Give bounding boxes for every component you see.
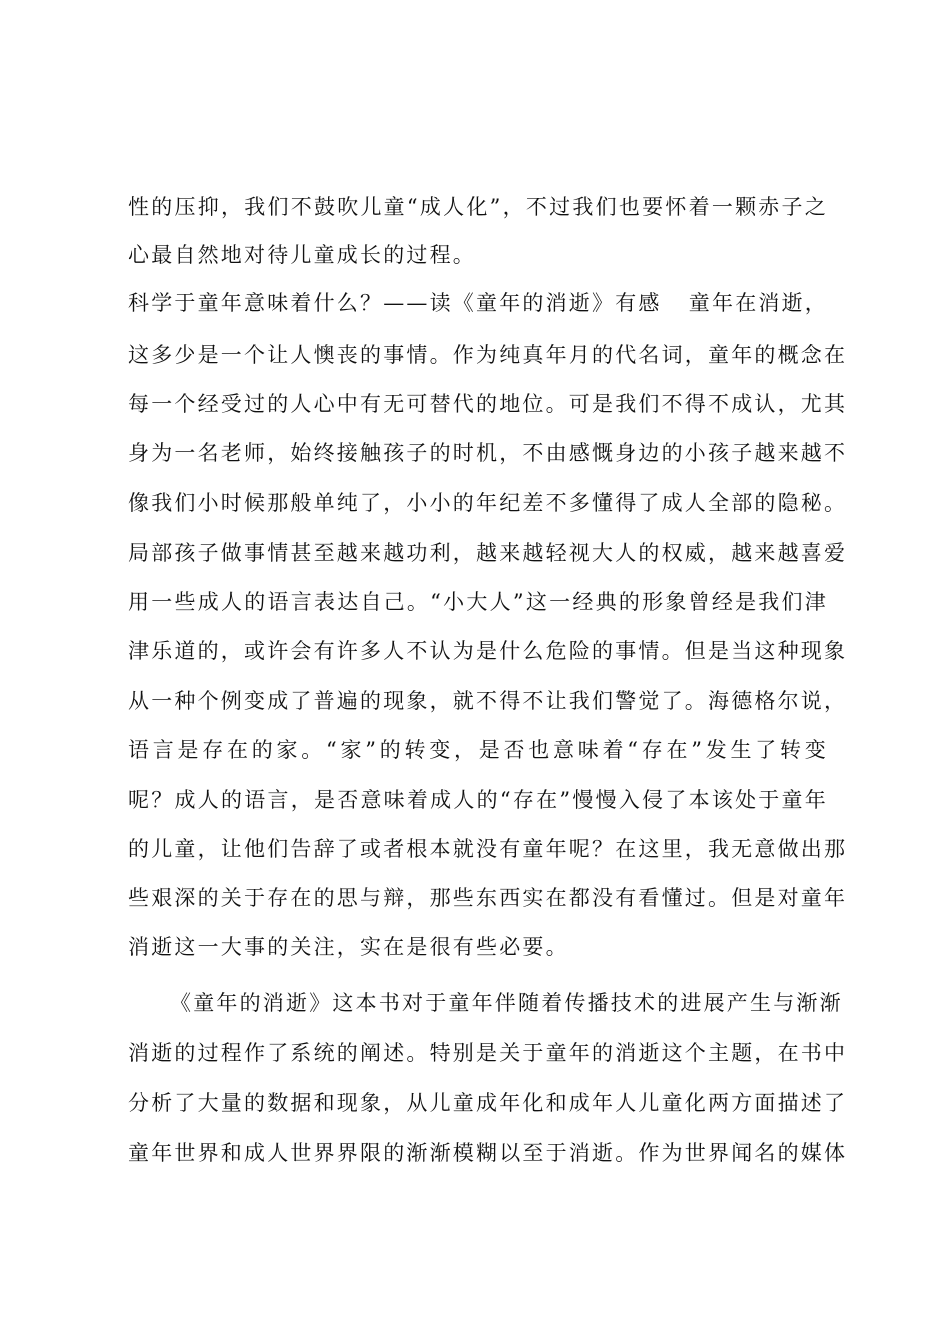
article-title-line: [128, 283, 828, 323]
text-line: 些艰深的关于存在的思与辩，那些东西实在都没有看懂过。但是对童年: [128, 886, 848, 910]
text-line: 心最自然地对待儿童成长的过程。: [128, 243, 476, 267]
text-line: 局部孩子做事情甚至越来越功利，越来越轻视大人的权威，越来越喜爱: [128, 541, 848, 565]
text-line: 身为一名老师，始终接触孩子的时机，不由感慨身边的小孩子越来越不: [128, 441, 848, 465]
text-line: 呢？成人的语言，是否意味着成人的“存在”慢慢入侵了本该处于童年: [128, 788, 828, 812]
text-line: 分析了大量的数据和现象，从儿童成年化和成年人儿童化两方面描述了: [128, 1091, 848, 1115]
paragraph-start: 童年在消逝，: [688, 291, 828, 315]
text-line: 每一个经受过的人心中有无可替代的地位。可是我们不得不成认，尤其: [128, 392, 848, 416]
paragraph-first-line: 《童年的消逝》这本书对于童年伴随着传播技术的进展产生与渐渐: [170, 991, 843, 1015]
article-title: 科学于童年意味着什么？——读《童年的消逝》有感: [128, 291, 662, 315]
text-line: 津乐道的，或许会有许多人不认为是什么危险的事情。但是当这种现象: [128, 639, 848, 663]
text-line: 性的压抑，我们不鼓吹儿童“成人化”，不过我们也要怀着一颗赤子之: [128, 195, 828, 219]
text-line: 语言是存在的家。“家”的转变，是否也意味着“存在”发生了转变: [128, 738, 828, 762]
text-line: 从一种个例变成了普遍的现象，就不得不让我们警觉了。海德格尔说，: [128, 689, 848, 713]
text-line: 像我们小时候那般单纯了，小小的年纪差不多懂得了成人全部的隐秘。: [128, 491, 848, 515]
text-line: 的儿童，让他们告辞了或者根本就没有童年呢？在这里，我无意做出那: [128, 837, 848, 861]
text-line: 消逝的过程作了系统的阐述。特别是关于童年的消逝这个主题，在书中: [128, 1041, 848, 1065]
text-line: 消逝这一大事的关注，实在是很有些必要。: [128, 935, 569, 959]
text-line: 童年世界和成人世界界限的渐渐模糊以至于消逝。作为世界闻名的媒体: [128, 1141, 848, 1165]
text-line: 用一些成人的语言表达自己。“小大人”这一经典的形象曾经是我们津: [128, 590, 828, 614]
text-line: 这多少是一个让人懊丧的事情。作为纯真年月的代名词，童年的概念在: [128, 343, 848, 367]
